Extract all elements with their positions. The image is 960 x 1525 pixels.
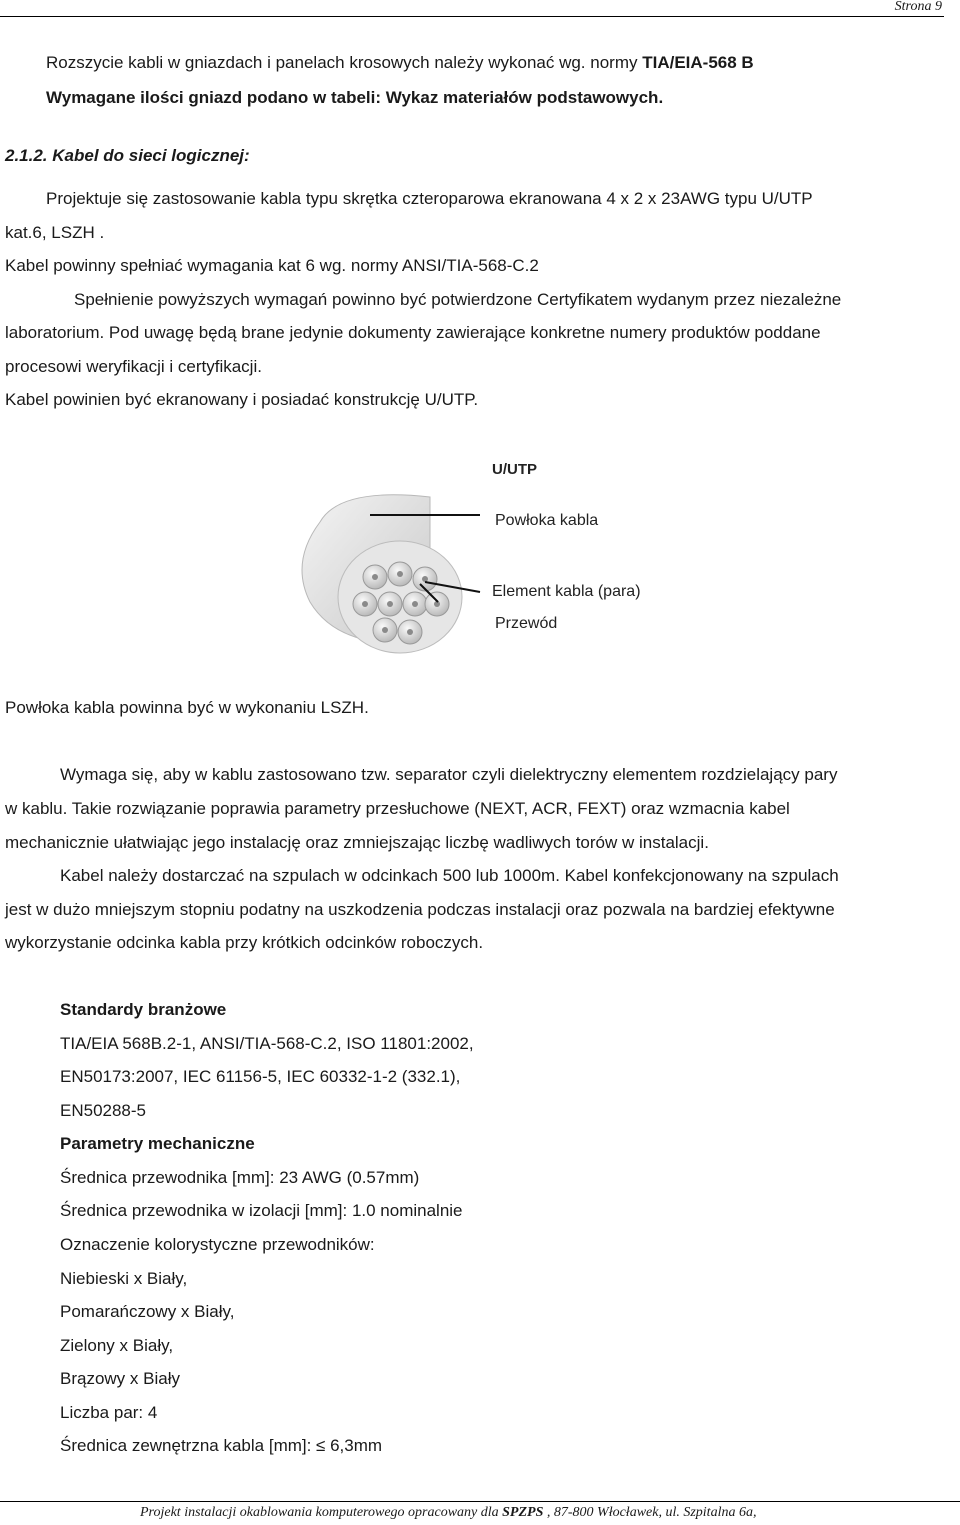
- spec-line: Zielony x Biały,: [60, 1336, 174, 1355]
- spec-line: Niebieski x Biały,: [60, 1269, 188, 1288]
- section-line: Projektuje się zastosowanie kabla typu skrętka czteroparowa ekranowana 4 x 2 x 23AWG typu U/UTP: [46, 189, 813, 208]
- section-line: laboratorium. Pod uwagę będą brane jedynie dokumenty zawierające konkretne numery produktów poddane: [5, 323, 821, 342]
- label-sheath: Powłoka kabla: [495, 512, 599, 529]
- label-wire: Przewód: [495, 615, 558, 632]
- page-header: [0, 0, 944, 17]
- intro-line-1-text: Rozszycie kabli w gniazdach i panelach krosowych należy wykonać wg. normy: [46, 53, 643, 72]
- standards-line: EN50288-5: [60, 1101, 147, 1120]
- footer-text: [140, 1505, 756, 1521]
- intro-line-2: Wymagane ilości gniazd podano w tabeli: Wykaz materiałów podstawowych.: [46, 88, 664, 107]
- spec-line: Średnica przewodnika [mm]: 23 AWG (0.57mm): [60, 1168, 420, 1187]
- footer-prefix: Projekt instalacji okablowania komputerowego opracowany dla: [140, 1505, 503, 1520]
- figure-title: U/UTP: [492, 461, 537, 478]
- cable-cross-section-diagram: [280, 452, 700, 662]
- page-number: Strona 9: [894, 0, 942, 14]
- section-heading: 2.1.2. Kabel do sieci logicznej:: [5, 146, 250, 165]
- spec-line: Oznaczenie kolorystyczne przewodników:: [60, 1235, 375, 1254]
- mechanical-heading: Parametry mechaniczne: [60, 1134, 255, 1153]
- standards-line: TIA/EIA 568B.2-1, ANSI/TIA-568-C.2, ISO 11801:2002,: [60, 1034, 474, 1053]
- spec-line: Brązowy x Biały: [60, 1369, 180, 1388]
- section-line: Kabel powinien być ekranowany i posiadać konstrukcję U/UTP.: [5, 390, 479, 409]
- spec-line: Pomarańczowy x Biały,: [60, 1302, 235, 1321]
- standards-heading: Standardy branżowe: [60, 1000, 227, 1019]
- section-line: procesowi weryfikacji i certyfikacji.: [5, 357, 262, 376]
- intro-line-1: [46, 53, 754, 73]
- cable-figure: [280, 452, 700, 662]
- section-line: Kabel powinny spełniać wymagania kat 6 wg. normy ANSI/TIA-568-C.2: [5, 256, 539, 275]
- spec-line: Średnica przewodnika w izolacji [mm]: 1.0 nominalnie: [60, 1201, 463, 1220]
- body-line: wykorzystanie odcinka kabla przy krótkich odcinków roboczych.: [5, 933, 484, 952]
- standards-line: EN50173:2007, IEC 61156-5, IEC 60332-1-2 (332.1),: [60, 1067, 461, 1086]
- body-line: w kablu. Takie rozwiązanie poprawia parametry przesłuchowe (NEXT, ACR, FEXT) oraz wzmacnia kabel: [5, 799, 790, 818]
- body-line: Kabel należy dostarczać na szpulach w odcinkach 500 lub 1000m. Kabel konfekcjonowany na szpulach: [60, 866, 839, 885]
- spec-line: Liczba par: 4: [60, 1403, 158, 1422]
- body-line: Wymaga się, aby w kablu zastosowano tzw. separator czyli dielektryczny elementem rozdzielający pary: [60, 765, 838, 784]
- intro-standard: TIA/EIA-568 B: [642, 53, 754, 72]
- label-pair: Element kabla (para): [492, 583, 641, 600]
- page-footer: [0, 1501, 960, 1525]
- body-line: jest w dużo mniejszym stopniu podatny na uszkodzenia podczas instalacji oraz pozwala na bardziej efektywne: [5, 900, 835, 919]
- footer-client: SPZPS: [502, 1505, 544, 1520]
- section-line: kat.6, LSZH .: [5, 223, 105, 242]
- section-line: Spełnienie powyższych wymagań powinno być potwierdzone Certyfikatem wydanym przez niezależne: [74, 290, 842, 309]
- footer-address: , 87-800 Włocławek, ul. Szpitalna 6a,: [543, 1505, 757, 1520]
- body-line: Powłoka kabla powinna być w wykonaniu LSZH.: [5, 698, 369, 717]
- spec-line: Średnica zewnętrzna kabla [mm]: ≤ 6,3mm: [60, 1436, 383, 1455]
- body-line: mechanicznie ułatwiając jego instalację oraz zmniejszając liczbę wadliwych torów w instalacji.: [5, 833, 709, 852]
